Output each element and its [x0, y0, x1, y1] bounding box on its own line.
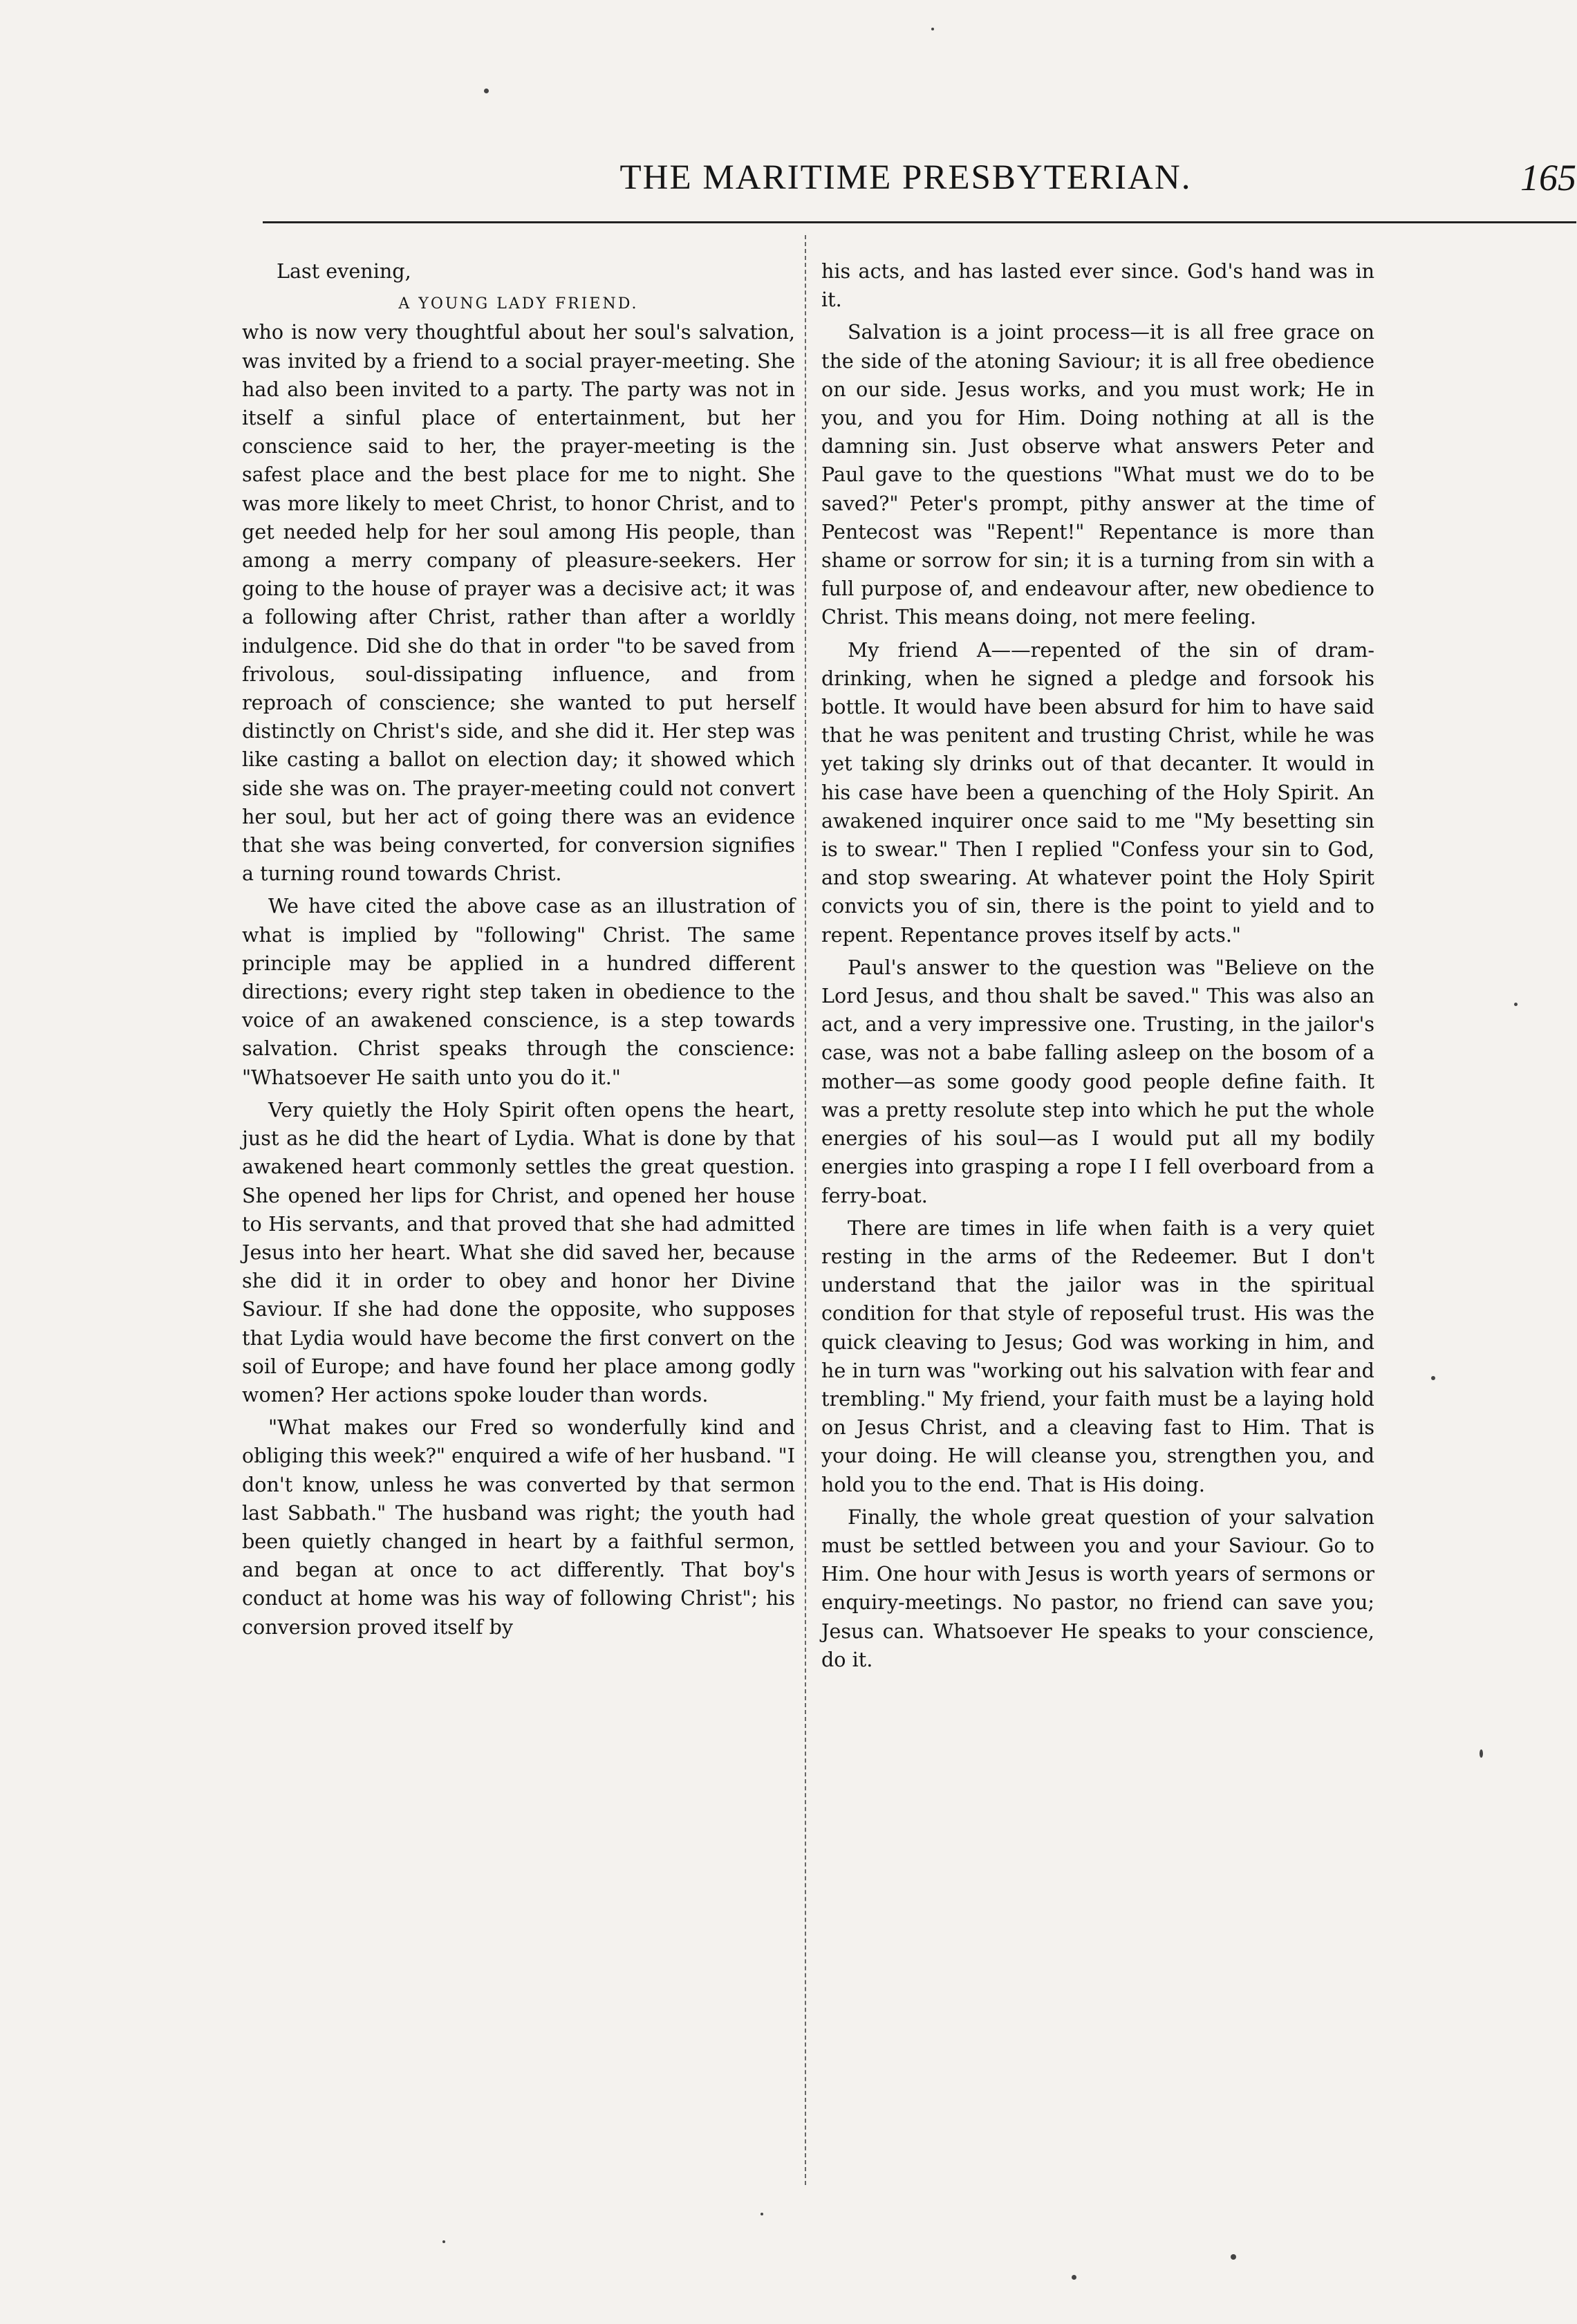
paragraph: Finally, the whole great question of your salvation must be settled between you and your Saviour. Go to Him. One hour with Jesus is worth years of sermons or enquiry-meetings. No pastor, no friend can save you; Jesus can. Whatsoever He speaks to your conscience, do it.: [821, 1505, 1374, 1671]
paragraph: We have cited the above case as an illustration of what is implied by "following" Christ. The same principle may be applied in a hundred different directions; every right step taken in obedience to the voice of an awakened conscience, is a step towards salvation. Christ speaks through the conscience: "Whatsoever He saith unto you do it.": [242, 894, 795, 1089]
section-subhead: A YOUNG LADY FRIEND.: [398, 295, 639, 313]
print-speck: [1514, 1003, 1518, 1006]
header-rule: [263, 221, 1576, 223]
print-speck: [1431, 1376, 1435, 1380]
left-column: [242, 257, 795, 1642]
running-title: THE MARITIME PRESBYTERIAN.: [619, 158, 1192, 197]
paragraph: who is now very thoughtful about her soul's salvation, was invited by a friend to a social prayer-meeting. She had also been invited to a party. The party was not in itself a sinful place of entertainment, but her conscience said to her, the prayer-meeting is the safest place and the best place for me to night. She was more likely to meet Christ, to honor Christ, and to get needed help for her soul among His people, than among a merry company of pleasure-seekers. Her going to the house of prayer was a decisive act; it was a following after Christ, rather than after a worldly indulgence. Did she do that in order "to be saved from frivolous, soul-dissipating influence, and from reproach of conscience; she wanted to put herself distinctly on Christ's side, and she did it. Her step was like casting a ballot on election day; it showed which side she was on. The prayer-meeting could not convert her soul, but her act of going there was an evidence that she was being converted, for conversion signifies a turning round towards Christ.: [242, 320, 795, 886]
paragraph: "What makes our Fred so wonderfully kind and obliging this week?" enquired a wife of her husband. "I don't know, unless he was converted by that sermon last Sabbath." The husband was right; the youth had been quietly changed in heart by a faithful sermon, and began at once to act differently. That boy's conduct at home was his way of following Christ"; his conversion proved itself by: [242, 1415, 795, 1639]
paragraph: Very quietly the Holy Spirit often opens the heart, just as he did the heart of Lydia. What is done by that awakened heart commonly settles the great question. She opened her lips for Christ, and opened her house to His servants, and that proved that she had admitted Jesus into her heart. What she did saved her, because she did it in order to obey and honor her Divine Saviour. If she had done the opposite, who supposes that Lydia would have become the first convert on the soil of Europe; and have found her place among godly women? Her actions spoke louder than words.: [242, 1097, 795, 1406]
paragraph: My friend A——repented of the sin of dram-drinking, when he signed a pledge and forsook his bottle. It would have been absurd for him to have said that he was penitent and trusting Christ, while he was yet taking sly drinks out of that decanter. It would in his case have been a quenching of the Holy Spirit. An awakened inquirer once said to me "My besetting sin is to swear." Then I replied "Confess your sin to God, and stop swearing. At whatever point the Holy Spirit convicts you of sin, there is the point to yield and to repent. Repentance proves itself by acts.": [821, 638, 1374, 947]
paragraph: Salvation is a joint process—it is all free grace on the side of the atoning Saviour; it is all free obedience on our side. Jesus works, and you must work; He in you, and you for Him. Doing nothing at all is the damning sin. Just observe what answers Peter and Paul gave to the questions "What must we do to be saved?" Peter's prompt, pithy answer at the time of Pentecost was "Repent!" Repentance is more than shame or sorrow for sin; it is a turning from sin with a full purpose of, and endeavour after, new obedience to Christ. This means doing, not mere feeling.: [821, 320, 1374, 629]
paragraph: his acts, and has lasted ever since. God's hand was in it.: [821, 259, 1374, 312]
paragraph: Paul's answer to the question was "Believe on the Lord Jesus, and thou shalt be saved." This was also an act, and a very impressive one. Trusting, in the jailor's case, was not a babe falling asleep on the bosom of a mother—as some goody good people define faith. It was a pretty resolute step into which he put the whole energies of his soul—as I would put all my bodily energies into grasping a rope I I fell overboard from a ferry-boat.: [821, 955, 1374, 1207]
opening-line: Last evening,: [277, 259, 411, 283]
print-speck: [931, 28, 934, 30]
print-speck: [484, 89, 489, 93]
column-divider: [805, 235, 806, 2185]
right-column: [821, 257, 1374, 1674]
page-number: 165: [1520, 157, 1576, 198]
print-speck: [1231, 2254, 1236, 2260]
page-header: [263, 158, 1576, 213]
print-speck: [1072, 2275, 1076, 2280]
print-speck: [1480, 1749, 1483, 1758]
print-speck: [760, 2213, 763, 2215]
print-speck: [442, 2240, 445, 2243]
paragraph: There are times in life when faith is a very quiet resting in the arms of the Redeemer. But I don't understand that the jailor was in the spiritual condition for that style of reposeful trust. His was the quick cleaving to Jesus; God was working in him, and he in turn was "working out his salvation with fear and trembling." My friend, your faith must be a laying hold on Jesus Christ, and a cleaving fast to Him. That is your doing. He will cleanse you, strengthen you, and hold you to the end. That is His doing.: [821, 1216, 1374, 1496]
